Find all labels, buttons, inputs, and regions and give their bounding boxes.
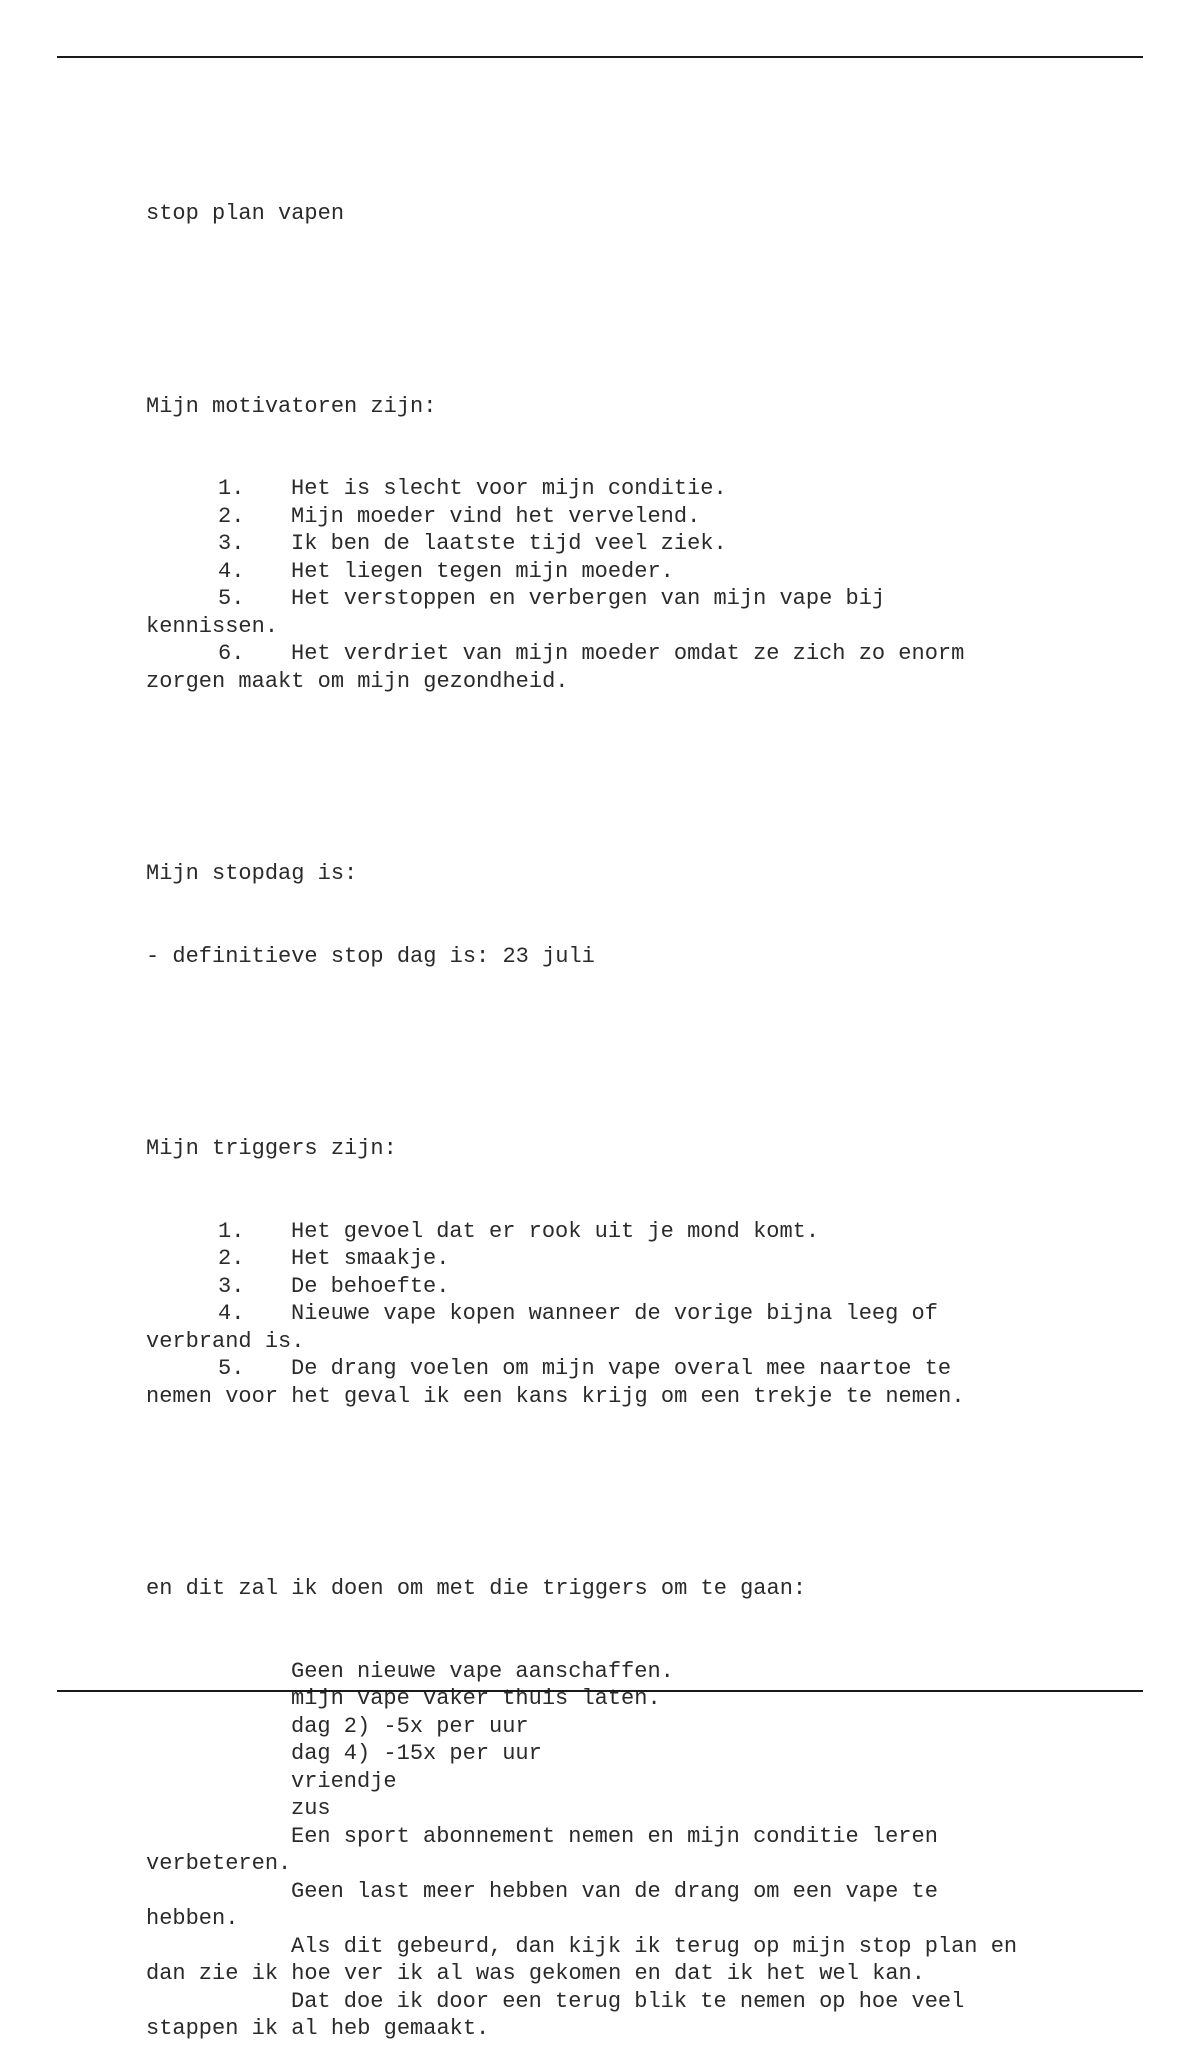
list-text: verbrand is.: [146, 1328, 305, 1354]
spacer: [146, 750, 1146, 778]
list-text: Het verstoppen en verbergen van mijn vape bij: [291, 586, 886, 611]
list-number: 2.: [218, 503, 245, 529]
list-number: 2.: [218, 1246, 245, 1271]
motivators-list: [146, 475, 1146, 695]
list-item: [146, 668, 1146, 696]
spacer: [146, 1025, 1146, 1053]
coping-list: [146, 1658, 1146, 2043]
list-item: [146, 1273, 1146, 1301]
list-item: Geen nieuwe vape aanschaffen.: [291, 1658, 674, 1684]
list-text: Het smaakje.: [291, 1246, 450, 1271]
list-text: De drang voelen om mijn vape overal mee naartoe te: [291, 1356, 952, 1381]
list-item: vriendje: [291, 1768, 397, 1794]
list-item: [146, 1245, 1146, 1273]
list-item: [146, 1328, 1146, 1356]
list-number: 5.: [218, 586, 245, 611]
list-item: [146, 530, 1146, 558]
list-text: Het verdriet van mijn moeder omdat ze zich zo enorm: [291, 641, 965, 666]
list-item: [146, 558, 1146, 586]
list-item: dag 2) -5x per uur: [291, 1713, 529, 1739]
list-text: Het gevoel dat er rook uit je mond komt.: [291, 1218, 820, 1244]
list-item: [146, 503, 1146, 531]
list-number: 6.: [218, 641, 245, 666]
list-item: Een sport abonnement nemen en mijn conditie leren: [291, 1823, 938, 1849]
stopday-line: - definitieve stop dag is: 23 juli: [146, 943, 595, 969]
list-number: 1.: [218, 1218, 245, 1244]
list-item: [146, 613, 1146, 641]
list-item: stappen ik al heb gemaakt.: [146, 2016, 490, 2041]
list-number: 1.: [218, 476, 245, 501]
list-text: Het liegen tegen mijn moeder.: [291, 558, 674, 584]
list-item: dan zie ik hoe ver ik al was gekomen en dat ik het wel kan.: [146, 1961, 925, 1986]
list-item: Geen last meer hebben van de drang om een vape te: [291, 1878, 938, 1904]
spacer: [146, 283, 1146, 311]
list-text: De behoefte.: [291, 1273, 450, 1299]
list-number: 3.: [218, 531, 245, 556]
list-number: 5.: [218, 1356, 245, 1381]
list-text: nemen voor het geval ik een kans krijg om een trekje te nemen.: [146, 1383, 965, 1409]
spacer: [146, 1465, 1146, 1493]
list-item: zus: [291, 1796, 331, 1821]
list-item: [146, 585, 1146, 613]
list-item: [146, 640, 1146, 668]
list-item: Als dit gebeurd, dan kijk ik terug op mijn stop plan en: [291, 1933, 1018, 1959]
stopday-heading: Mijn stopdag is:: [146, 861, 358, 886]
list-item: [146, 475, 1146, 503]
list-text: zorgen maakt om mijn gezondheid.: [146, 668, 569, 694]
coping-heading: en dit zal ik doen om met die triggers om te gaan:: [146, 1576, 807, 1601]
list-item: [146, 1218, 1146, 1246]
list-number: 4.: [218, 1301, 245, 1326]
list-item: [146, 1383, 1146, 1411]
list-text: Nieuwe vape kopen wanneer de vorige bijna leeg of: [291, 1301, 938, 1326]
top-rule: [57, 56, 1143, 58]
triggers-list: [146, 1218, 1146, 1411]
list-item: Dat doe ik door een terug blik te nemen op hoe veel: [291, 1988, 965, 2014]
list-item: verbeteren.: [146, 1851, 292, 1876]
list-item: mijn vape vaker thuis laten.: [291, 1686, 661, 1711]
bottom-rule: [57, 1690, 1143, 1692]
list-text: Mijn moeder vind het vervelend.: [291, 503, 701, 529]
triggers-heading: Mijn triggers zijn:: [146, 1136, 397, 1161]
list-text: Het is slecht voor mijn conditie.: [291, 476, 727, 501]
document-title: stop plan vapen: [146, 201, 345, 226]
list-item: [146, 1300, 1146, 1328]
motivators-heading: Mijn motivatoren zijn:: [146, 393, 437, 419]
list-item: hebben.: [146, 1906, 239, 1931]
list-number: 4.: [218, 558, 245, 584]
list-number: 3.: [218, 1273, 245, 1299]
list-text: Ik ben de laatste tijd veel ziek.: [291, 531, 727, 556]
list-item: dag 4) -15x per uur: [291, 1741, 542, 1766]
list-text: kennissen.: [146, 613, 279, 639]
document-body: [146, 145, 1146, 2070]
list-item: [146, 1355, 1146, 1383]
